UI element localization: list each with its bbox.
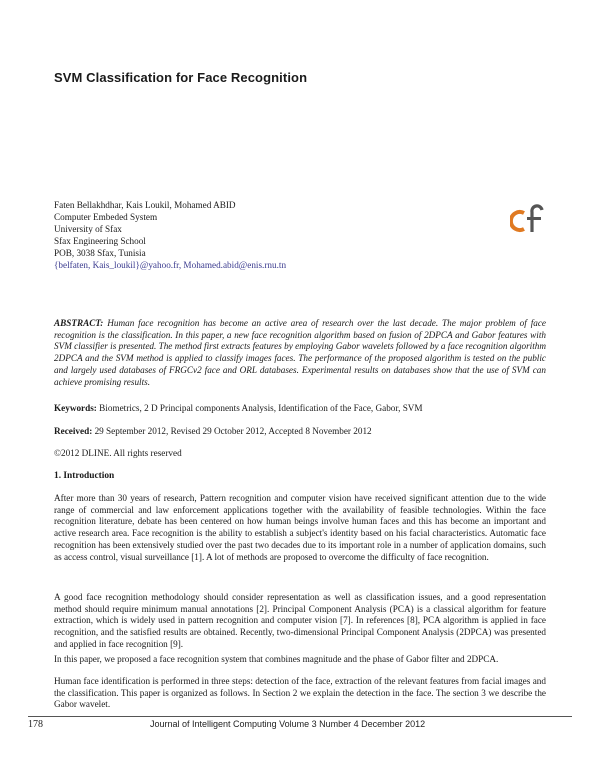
abstract-text: Human face recognition has become an active area of research over the last decade. The major problem of face recognition is the classification. In this paper, a new face recognition algorithm based on fusion of 2DPCA and Gabor features with SVM classifier is presented. The method first extracts features by employing Gabor wavelets followed by a face recognition algorithm 2DPCA and the SVM method is applied to classify images faces. The performance of the proposed algorithm is tested on the public and largely used databases of FRGCv2 face and ORL databases. Experimental results on databases show that the use of SVM can achieve promising results.	[54, 318, 546, 387]
author-block	[54, 199, 286, 271]
keywords	[54, 403, 546, 415]
cf-logo-icon	[510, 204, 546, 234]
affiliation-line: University of Sfax	[54, 224, 122, 234]
affiliation-line: Computer Embeded System	[54, 212, 158, 222]
copyright: ©2012 DLINE. All rights reserved	[54, 448, 182, 458]
abstract	[54, 318, 546, 388]
received-label: Received:	[54, 426, 93, 436]
page-number: 178	[28, 719, 43, 730]
journal-footer: Journal of Intelligent Computing Volume 3 Number 4 December 2012	[150, 719, 426, 729]
keywords-text: Biometrics, 2 D Principal components Analysis, Identification of the Face, Gabor, SVM	[99, 403, 423, 413]
section-heading: 1. Introduction	[54, 471, 115, 481]
body-paragraph: In this paper, we proposed a face recognition system that combines magnitude and the phase of Gabor filter and 2DPCA.	[54, 654, 499, 664]
footer-rule	[28, 716, 572, 717]
body-paragraph: After more than 30 years of research, Pattern recognition and computer vision have received significant attention due to the wide range of commercial and law enforcement applications together with the availability of feasible technologies. Within the face recognition literature, debate has been centered on how human beings involve human faces and this has become an important and active research area. Face recognition is the ability to establish a subject's identity based on his facial characteristics. Automatic face recognition has been extensively studied over the past two decades due to its important role in a number of application domains, such as access control, visual surveillance [1]. A lot of methods are proposed to overcome the difficulty of face recognition.	[54, 493, 546, 562]
received-text: 29 September 2012, Revised 29 October 2012, Accepted 8 November 2012	[94, 426, 372, 436]
paper-title: SVM Classification for Face Recognition	[54, 70, 308, 85]
author-email: {belfaten, Kais_loukil}@yahoo.fr, Mohamed.abid@enis.rnu.tn	[54, 260, 287, 270]
body-paragraph: A good face recognition methodology should consider representation as well as classification issues, and a good representation method should require minimum manual annotations [2]. Principal Component Analysis (PCA) is a classical algorithm for feature extraction, which is widely used in pattern recognition and computer vision [7]. In references [8], PCA algorithm is applied in face recognition, and the satisfied results are obtained. Recently, two-dimensional Principal Component Analysis (2DPCA) was presented and applied in face recognition [9].	[54, 592, 546, 649]
author-names: Faten Bellakhdhar, Kais Loukil, Mohamed ABID	[54, 200, 236, 210]
abstract-label: ABSTRACT:	[54, 318, 104, 328]
affiliation-line: Sfax Engineering School	[54, 236, 146, 246]
affiliation-line: POB, 3038 Sfax, Tunisia	[54, 248, 146, 258]
received-dates	[54, 426, 546, 438]
body-paragraph: Human face identification is performed in three steps: detection of the face, extraction of the relevant features from facial images and the classification. This paper is organized as follows. In Section 2 we explain the detection in the face. The section 3 we describe the Gabor wavelet.	[54, 676, 546, 710]
keywords-label: Keywords:	[54, 403, 97, 413]
